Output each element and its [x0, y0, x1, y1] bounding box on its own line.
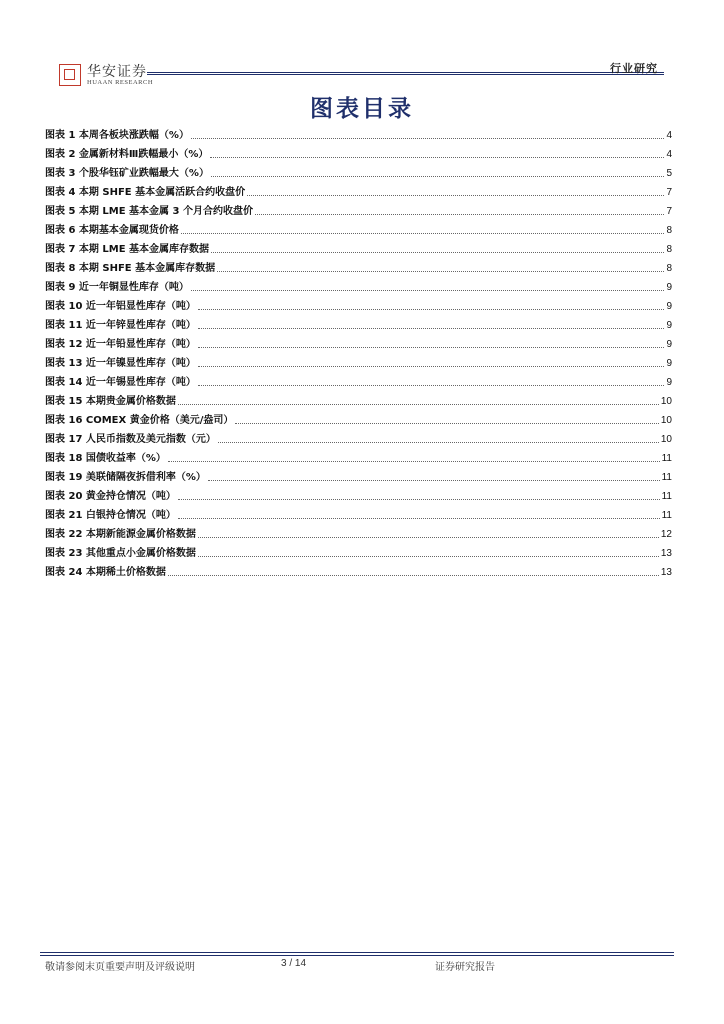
toc-entry[interactable] — [45, 183, 672, 202]
toc-entry[interactable] — [45, 430, 672, 449]
toc-entry-label[interactable]: 图表 12 近一年铅显性库存（吨） — [45, 339, 196, 350]
toc-entry-page[interactable]: 7 — [666, 206, 672, 217]
toc-entry-label[interactable]: 图表 2 金属新材料Ⅲ跌幅最小（%） — [45, 149, 209, 160]
toc-entry-page[interactable]: 13 — [660, 548, 672, 559]
toc-leader-dots — [191, 290, 665, 291]
toc-entry-page[interactable]: 9 — [666, 377, 672, 388]
toc-leader-dots — [168, 461, 660, 462]
toc-entry-page[interactable]: 10 — [660, 434, 672, 445]
toc-leader-dots — [198, 309, 665, 310]
toc-leader-dots — [208, 480, 660, 481]
table-of-figures — [45, 126, 672, 582]
toc-entry[interactable] — [45, 392, 672, 411]
toc-leader-dots — [198, 537, 659, 538]
toc-entry-label[interactable]: 图表 13 近一年镍显性库存（吨） — [45, 358, 196, 369]
logo-name-cn: 华安证券 — [87, 64, 147, 80]
toc-entry[interactable] — [45, 354, 672, 373]
toc-entry[interactable] — [45, 240, 672, 259]
footer-divider-secondary — [40, 955, 674, 956]
toc-leader-dots — [198, 385, 665, 386]
toc-entry-page[interactable]: 11 — [661, 491, 672, 502]
toc-entry-page[interactable]: 9 — [666, 339, 672, 350]
logo-name-en: HUAAN RESEARCH — [87, 79, 154, 86]
toc-entry-page[interactable]: 8 — [666, 244, 672, 255]
toc-entry[interactable] — [45, 525, 672, 544]
toc-entry-label[interactable]: 图表 6 本期基本金属现货价格 — [45, 225, 179, 236]
toc-leader-dots — [178, 499, 660, 500]
toc-entry-page[interactable]: 11 — [661, 453, 672, 464]
toc-entry-page[interactable]: 10 — [660, 415, 672, 426]
toc-entry-label[interactable]: 图表 4 本期 SHFE 基本金属活跃合约收盘价 — [45, 187, 246, 198]
toc-entry[interactable] — [45, 487, 672, 506]
toc-entry-page[interactable]: 5 — [666, 168, 672, 179]
toc-leader-dots — [198, 366, 665, 367]
toc-entry[interactable] — [45, 145, 672, 164]
page-number: 3 / 14 — [281, 958, 307, 969]
toc-entry-label[interactable]: 图表 20 黄金持仓情况（吨） — [45, 491, 176, 502]
toc-leader-dots — [235, 423, 659, 424]
toc-entry[interactable] — [45, 278, 672, 297]
toc-leader-dots — [210, 157, 664, 158]
toc-entry-page[interactable]: 4 — [666, 149, 672, 160]
toc-entry-label[interactable]: 图表 23 其他重点小金属价格数据 — [45, 548, 196, 559]
toc-entry-label[interactable]: 图表 10 近一年铝显性库存（吨） — [45, 301, 196, 312]
toc-entry[interactable] — [45, 506, 672, 525]
toc-entry[interactable] — [45, 164, 672, 183]
huaan-logo-icon — [59, 64, 81, 86]
section-label: 行业研究 — [610, 62, 658, 75]
toc-entry-label[interactable]: 图表 11 近一年锌显性库存（吨） — [45, 320, 196, 331]
toc-entry-label[interactable]: 图表 3 个股华钰矿业跌幅最大（%） — [45, 168, 209, 179]
toc-entry[interactable] — [45, 297, 672, 316]
toc-entry[interactable] — [45, 335, 672, 354]
toc-entry-label[interactable]: 图表 19 美联储隔夜拆借利率（%） — [45, 472, 206, 483]
page-header — [57, 58, 664, 92]
toc-entry-page[interactable]: 9 — [666, 320, 672, 331]
footer-report-type: 证券研究报告 — [435, 962, 495, 973]
toc-entry-label[interactable]: 图表 8 本期 SHFE 基本金属库存数据 — [45, 263, 216, 274]
toc-entry-page[interactable]: 11 — [661, 510, 672, 521]
toc-entry-page[interactable]: 11 — [661, 472, 672, 483]
toc-leader-dots — [217, 271, 664, 272]
toc-leader-dots — [198, 347, 665, 348]
toc-entry[interactable] — [45, 468, 672, 487]
toc-entry[interactable] — [45, 373, 672, 392]
header-divider-secondary — [147, 74, 664, 75]
toc-leader-dots — [211, 252, 664, 253]
toc-entry-label[interactable]: 图表 9 近一年铜显性库存（吨） — [45, 282, 189, 293]
toc-entry-page[interactable]: 9 — [666, 358, 672, 369]
toc-entry-label[interactable]: 图表 21 白银持仓情况（吨） — [45, 510, 176, 521]
toc-leader-dots — [255, 214, 664, 215]
toc-entry-label[interactable]: 图表 1 本周各板块涨跌幅（%） — [45, 130, 189, 141]
toc-leader-dots — [198, 328, 665, 329]
toc-entry-page[interactable]: 9 — [666, 301, 672, 312]
page-title: 图表目录 — [310, 95, 414, 122]
toc-entry-page[interactable]: 9 — [666, 282, 672, 293]
toc-entry-label[interactable]: 图表 7 本期 LME 基本金属库存数据 — [45, 244, 210, 255]
toc-leader-dots — [178, 518, 660, 519]
toc-leader-dots — [168, 575, 659, 576]
toc-leader-dots — [181, 233, 665, 234]
toc-entry-page[interactable]: 13 — [660, 567, 672, 578]
toc-leader-dots — [178, 404, 659, 405]
toc-entry-label[interactable]: 图表 15 本期贵金属价格数据 — [45, 396, 176, 407]
toc-entry-label[interactable]: 图表 22 本期新能源金属价格数据 — [45, 529, 196, 540]
toc-entry-page[interactable]: 10 — [660, 396, 672, 407]
toc-entry[interactable] — [45, 221, 672, 240]
toc-leader-dots — [191, 138, 664, 139]
toc-entry-label[interactable]: 图表 5 本期 LME 基本金属 3 个月合约收盘价 — [45, 206, 253, 217]
toc-entry[interactable] — [45, 449, 672, 468]
toc-entry[interactable] — [45, 259, 672, 278]
toc-entry-label[interactable]: 图表 18 国债收益率（%） — [45, 453, 166, 464]
toc-entry-page[interactable]: 4 — [666, 130, 672, 141]
toc-leader-dots — [198, 556, 659, 557]
toc-entry[interactable] — [45, 411, 672, 430]
toc-entry[interactable] — [45, 202, 672, 221]
toc-entry-page[interactable]: 8 — [666, 225, 672, 236]
footer-divider — [40, 952, 674, 953]
toc-leader-dots — [247, 195, 664, 196]
toc-entry-page[interactable]: 12 — [660, 529, 672, 540]
toc-entry-label[interactable]: 图表 14 近一年锡显性库存（吨） — [45, 377, 196, 388]
toc-entry[interactable] — [45, 126, 672, 145]
toc-entry[interactable] — [45, 316, 672, 335]
toc-entry-label[interactable]: 图表 24 本期稀土价格数据 — [45, 567, 166, 578]
toc-leader-dots — [218, 442, 659, 443]
toc-leader-dots — [211, 176, 664, 177]
footer-disclaimer: 敬请参阅末页重要声明及评级说明 — [45, 962, 195, 973]
toc-entry-page[interactable]: 8 — [666, 263, 672, 274]
toc-entry[interactable] — [45, 544, 672, 563]
toc-entry-label[interactable]: 图表 17 人民币指数及美元指数（元） — [45, 434, 216, 445]
header-divider — [147, 72, 664, 73]
toc-entry[interactable] — [45, 563, 672, 582]
toc-entry-page[interactable]: 7 — [666, 187, 672, 198]
toc-entry-label[interactable]: 图表 16 COMEX 黄金价格（美元/盎司） — [45, 415, 234, 426]
